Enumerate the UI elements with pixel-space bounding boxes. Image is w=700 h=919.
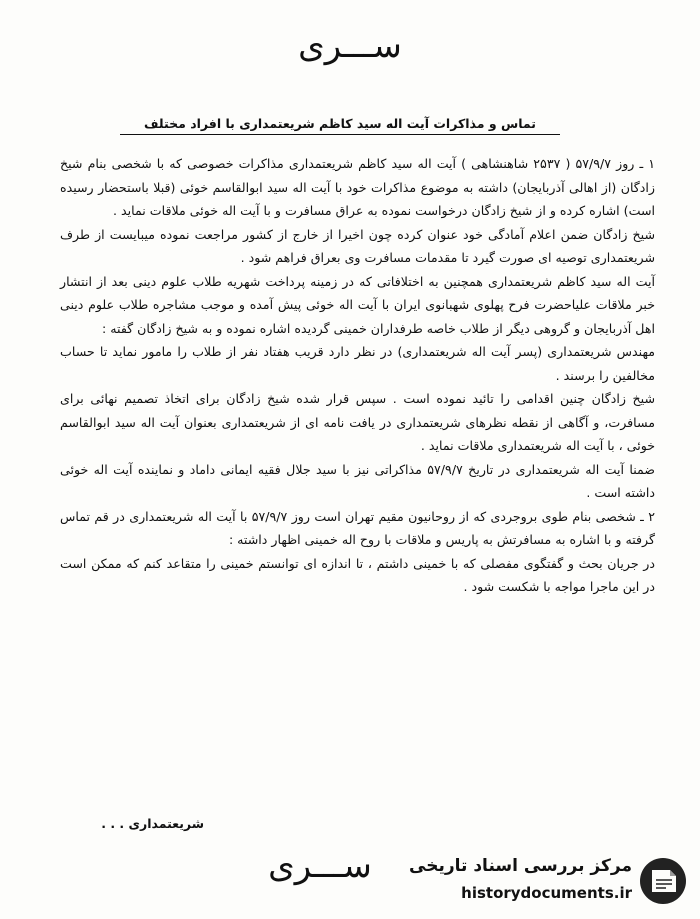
paragraph: شیخ زادگان ضمن اعلام آمادگی خود عنوان کرده چون اخیرا از خارج از کشور مراجعت نموده میبایست از طرف شریعتمداری توصیه ای صورت گیرد تا مقدمات مسافرت وی بعراق فراهم شود .: [60, 226, 655, 265]
paragraph: ۲ ـ شخصی بنام طوی بروجردی که از روحانیون مقیم تهران است روز ۵۷/۹/۷ با آیت اله شریعتمداری در قم تماس گرفته و با اشاره به مسافرتش به پاریس و ملاقات با روح اله خمینی اظهار داشته :: [60, 508, 655, 547]
classification-top: ســـری: [298, 26, 402, 66]
archive-logo-icon: [638, 856, 688, 906]
signature: شریعتمداری . . .: [101, 816, 204, 831]
paragraph: ۱ ـ روز ۵۷/۹/۷ ( ۲۵۳۷ شاهنشاهی ) آیت اله سید کاظم شریعتمداری مذاکرات خصوصی که با شخصی بنام شیخ زادگان (از اهالی آذربایجان) داشته به موضوع مذاکرات خود با آیت اله سید ابوالقاسم خوئی (قبلا باستحضار رسیده است) اشاره کرده و از شیخ زادگان درخواست نموده به عراق مسافرت و با آیت اله خوئی ملاقات نماید .: [60, 156, 655, 218]
paragraph: مهندس شریعتمداری (پسر آیت اله شریعتمداری) در نظر دارد قریب هفتاد نفر از طلاب را مامور نماید تا حساب مخالفین را برسند .: [60, 344, 655, 383]
watermark-name: مرکز بررسی اسناد تاریخی: [409, 856, 632, 876]
classification-bottom: ســـری: [268, 846, 372, 886]
document-subject: تماس و مذاکرات آیت اله سید کاظم شریعتمداری با افراد مختلف: [120, 116, 560, 135]
watermark: [409, 852, 692, 910]
paragraph: شیخ زادگان چنین اقدامی را تائید نموده است . سپس قرار شده شیخ زادگان برای اتخاذ تصمیم نهائی برای مسافرت، و آگاهی از نقطه نظرهای شریعتمداری در یافت نامه ای از شریعتمداری بعنوان آیت اله سید ابوالقاسم خوئی ، با آیت اله شریعتمداری ملاقات نماید .: [60, 391, 655, 453]
watermark-url: historydocuments.ir: [461, 884, 632, 902]
paragraph: در جریان بحث و گفتگوی مفصلی که با خمینی داشتم ، تا اندازه ای توانستم خمینی را متقاعد کنم که ممکن است در این ماجرا مواجه با شکست شود .: [60, 555, 655, 594]
paragraph: آیت اله سید کاظم شریعتمداری همچنین به اختلافاتی که در زمینه پرداخت شهریه طلاب علوم دینی بعد از انتشار خبر ملاقات علیاحضرت فرح پهلوی شهبانوی ایران با آیت اله خوئی پیش آمده و موجب مشاجره طلاب علوم دینی اهل آذربایجان و گروهی دیگر از طلاب خاصه طرفداران خمینی گردیده اشاره نموده و به شیخ زادگان گفته :: [60, 273, 655, 336]
paragraph: ضمنا آیت اله شریعتمداری در تاریخ ۵۷/۹/۷ مذاکراتی نیز با سید جلال فقیه ایمانی داماد و نماینده آیت اله خوئی داشته است .: [60, 461, 655, 500]
document-body: [60, 152, 655, 599]
